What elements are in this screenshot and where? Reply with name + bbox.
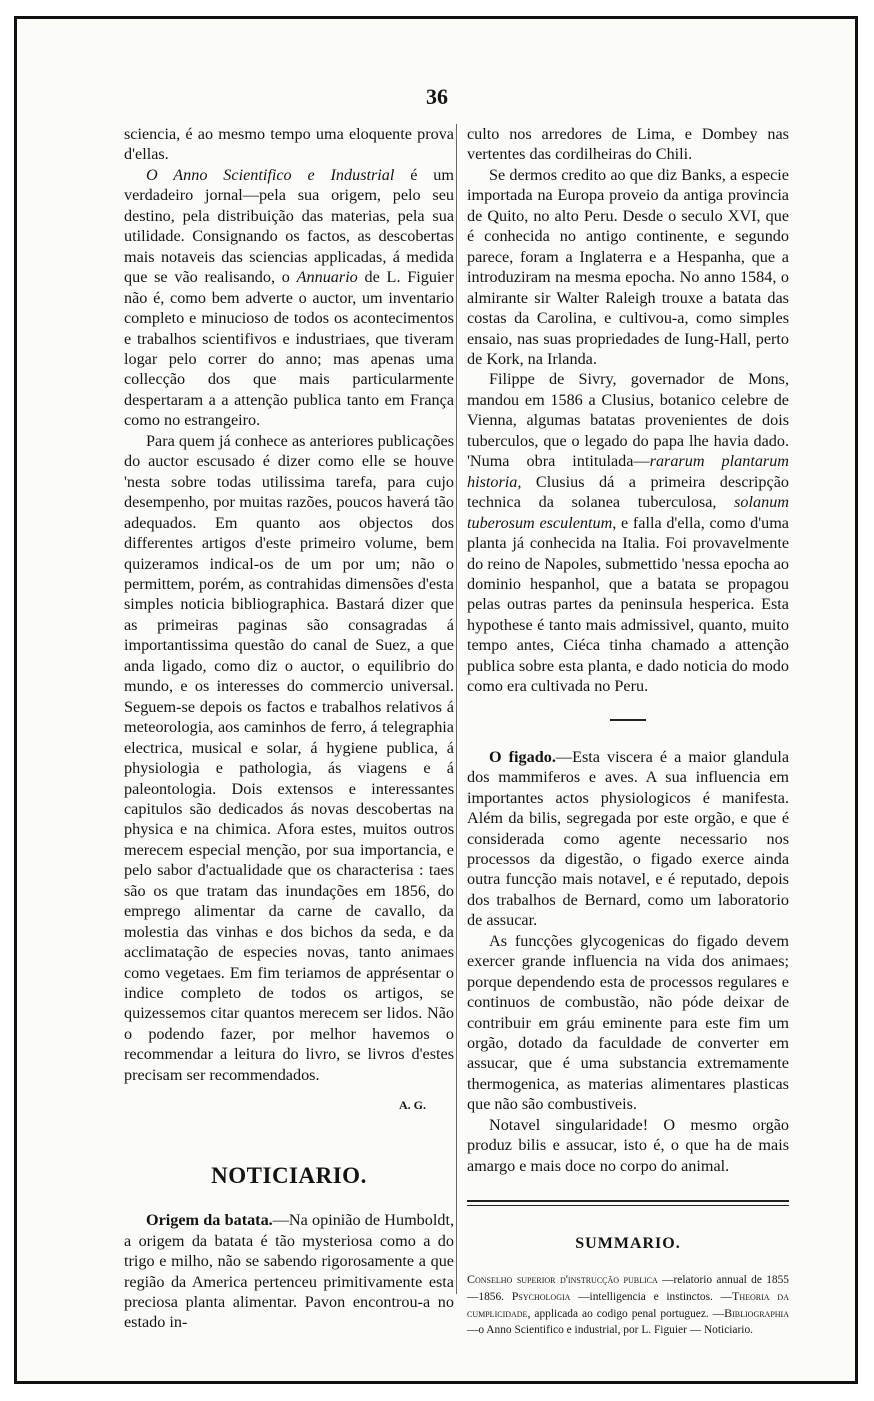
- notavel-paragraph: Notavel singularidade! O mesmo orgão produz bilis e assucar, isto é, o que ha de mais amargo e mais doce no corpo do animal.: [467, 1115, 789, 1175]
- funccoes-paragraph: As funcções glycogenicas do figado devem exercer grande influencia na vida dos animaes; porque dependendo esta de processos regulares e continuos de combustão, não póde deixar de contribuir em gráu eminente para este fim um orgão, dotado da faculdade de converter em assucar, que é uma substancia extremamente thermogenica, as materias alimentares plasticas que não são combustiveis.: [467, 931, 789, 1114]
- batata-continued: culto nos arredores de Lima, e Dombey nas vertentes das cordilheiras do Chili.: [467, 125, 789, 164]
- batata-paragraph: Origem da batata.—Na opinião de Humboldt, a origem da batata é tão mysteriosa como a do trigo e milho, não se sabendo rigorosamente a que região da America pertenceu primitivamente esta preciosa planta alimentar. Pavon encontrou-a no estado in-: [124, 1211, 455, 1332]
- review-paragraph: Para quem já conhece as anteriores publicações do auctor escusado é dizer como elle se houve 'nesta sobre todas utilissima tarefa, para cujo desempenho, por muitas razões, poucos haverá tão adequados. Em quanto aos objectos dos differentes artigos d'este primeiro volume, bem quizeramos indical-os de um por um; não o permittem, porém, as contrahidas dimensões d'esta simples noticia bibliographica. Bastará dizer que as primeiras paginas são consagradas á importantissima questão do canal de Suez, a que anda ligado, como diz o auctor, o equilibrio do mundo, e os interesses do commercio universal. Seguem-se depois os factos e trabalhos relativos á meteorologia, aos caminhos de ferro, á telegraphia electrica, musical e solar, á hygiene publica, á physiologia e pathologia, ás viagens e á paleontologia. Dois extensos e interessantes capitulos são dedicados ás novas descobertas na physica e na chimica. Afora estes, muitos outros merecem especial menção, por sua importancia, e pelo sabor d'actualidade que os characterisa : taes são os que tratam das inundações em 1856, do emprego alimentar da carne de cavallo, da molestia das vinhas e dos bichos da seda, e da acclimatação de especies novas, tanto animaes como vegetaes. Em fim teriamos de apprésentar o indice completo de todos os artigos, se quizessemos citar quantos merecem ser lidos. Não o podendo fazer, por melhor havemos o recommendar a leitura do livro, se livros d'estes precisam ser recommendados.: [124, 431, 454, 1084]
- figado-run-in-title: O figado.: [489, 747, 556, 766]
- left-column: [124, 124, 454, 1333]
- book-title: O Anno Scientifico e Industrial: [146, 165, 395, 184]
- summary-text: Conselho superior d'instrucção publica —relatorio annual de 1855—1856. Psychologia —intelligencia e instinctos. —Theoria da cumplicidade, applicada ao codigo penal portuguez. —Bibliographia —o Anno Scientifico e industrial, por L. Figuier — Noticiario.: [467, 1271, 790, 1336]
- noticiario-heading: NOTICIARIO.: [211, 1162, 367, 1188]
- figado-paragraph: O figado.—Esta viscera é a maior glandula dos mammiferos e aves. A sua influencia em importantes actos physiologicos é manifesta. Além da bilis, segregada por este orgão, e que é considerada como agente necessario nos processos da digestão, o figado exerce ainda outra funcção mais notavel, e é reputado, depois dos trabalhos de Bernard, como um laboratorio de assucar.: [467, 747, 790, 930]
- column-divider: [456, 124, 457, 1294]
- signature: A. G.: [399, 1098, 426, 1113]
- anno-scientifico-paragraph: O Anno Scientifico e Industrial é um verdadeiro jornal—pela sua origem, pelo seu destino, pela distribuição das materias, pela sua utilidade. Consignando os factos, as descobertas mais notaveis das sciencias applicadas, á medida que se vão realisando, o Annuario de L. Figuier não é, como bem adverte o auctor, um inventario completo e minucioso de todos os acontecimentos e trabalhos scientifivos e industriaes, que tiveram logar pelo correr do anno; mas apenas uma collecção dos que mais particularmente despertaram a a attenção publica tanto em França como no estrangeiro.: [124, 165, 454, 430]
- section-rule: [610, 719, 646, 721]
- summario-heading: SUMMARIO.: [575, 1235, 681, 1253]
- page-number: 36: [426, 84, 448, 109]
- batata-run-in-title: Origem da batata.: [146, 1211, 273, 1230]
- banks-paragraph: Se dermos credito ao que diz Banks, a especie importada na Europa proveio da antiga provincia de Quito, no alto Peru. Desde o seculo XVI, que é conhecida no antigo continente, e segundo parece, foram a Inglaterra e a Hespanha, que a introduziram na mesma epocha. No anno 1584, o almirante sir Walter Raleigh trouxe a batata das costas da Carolina, e cultivou-a, como simples ensaio, nas suas propriedades de Iung-Hall, perto de Kork, na Irlanda.: [467, 165, 789, 368]
- right-column: [467, 124, 789, 1338]
- sivry-paragraph: Filippe de Sivry, governador de Mons, mandou em 1586 a Clusius, botanico celebre de Vienna, algumas batatas provenientes de dois tuberculos, que o legado do papa lhe havia dado. 'Numa obra intitulada—rararum plantarum historia, Clusius dá a primeira descripção technica da solanea tuberculosa, solanum tuberosum esculentum, e falla d'ella, como d'uma planta já conhecida na Italia. Foi provavelmente do reino de Napoles, submettido 'nessa epocha ao dominio hespanhol, que a batata se propagou pelas outras partes da peninsula hesperica. Esta hypothese é tanto mais admissivel, quanto, muito tempo antes, Ciéca tinha chamado a attenção publica sobre esta planta, e dado noticia do modo como era cultivada no Peru.: [467, 370, 789, 696]
- double-rule: [467, 1200, 789, 1206]
- continued-paragraph: sciencia, é ao mesmo tempo uma eloquente prova d'ellas.: [124, 125, 454, 164]
